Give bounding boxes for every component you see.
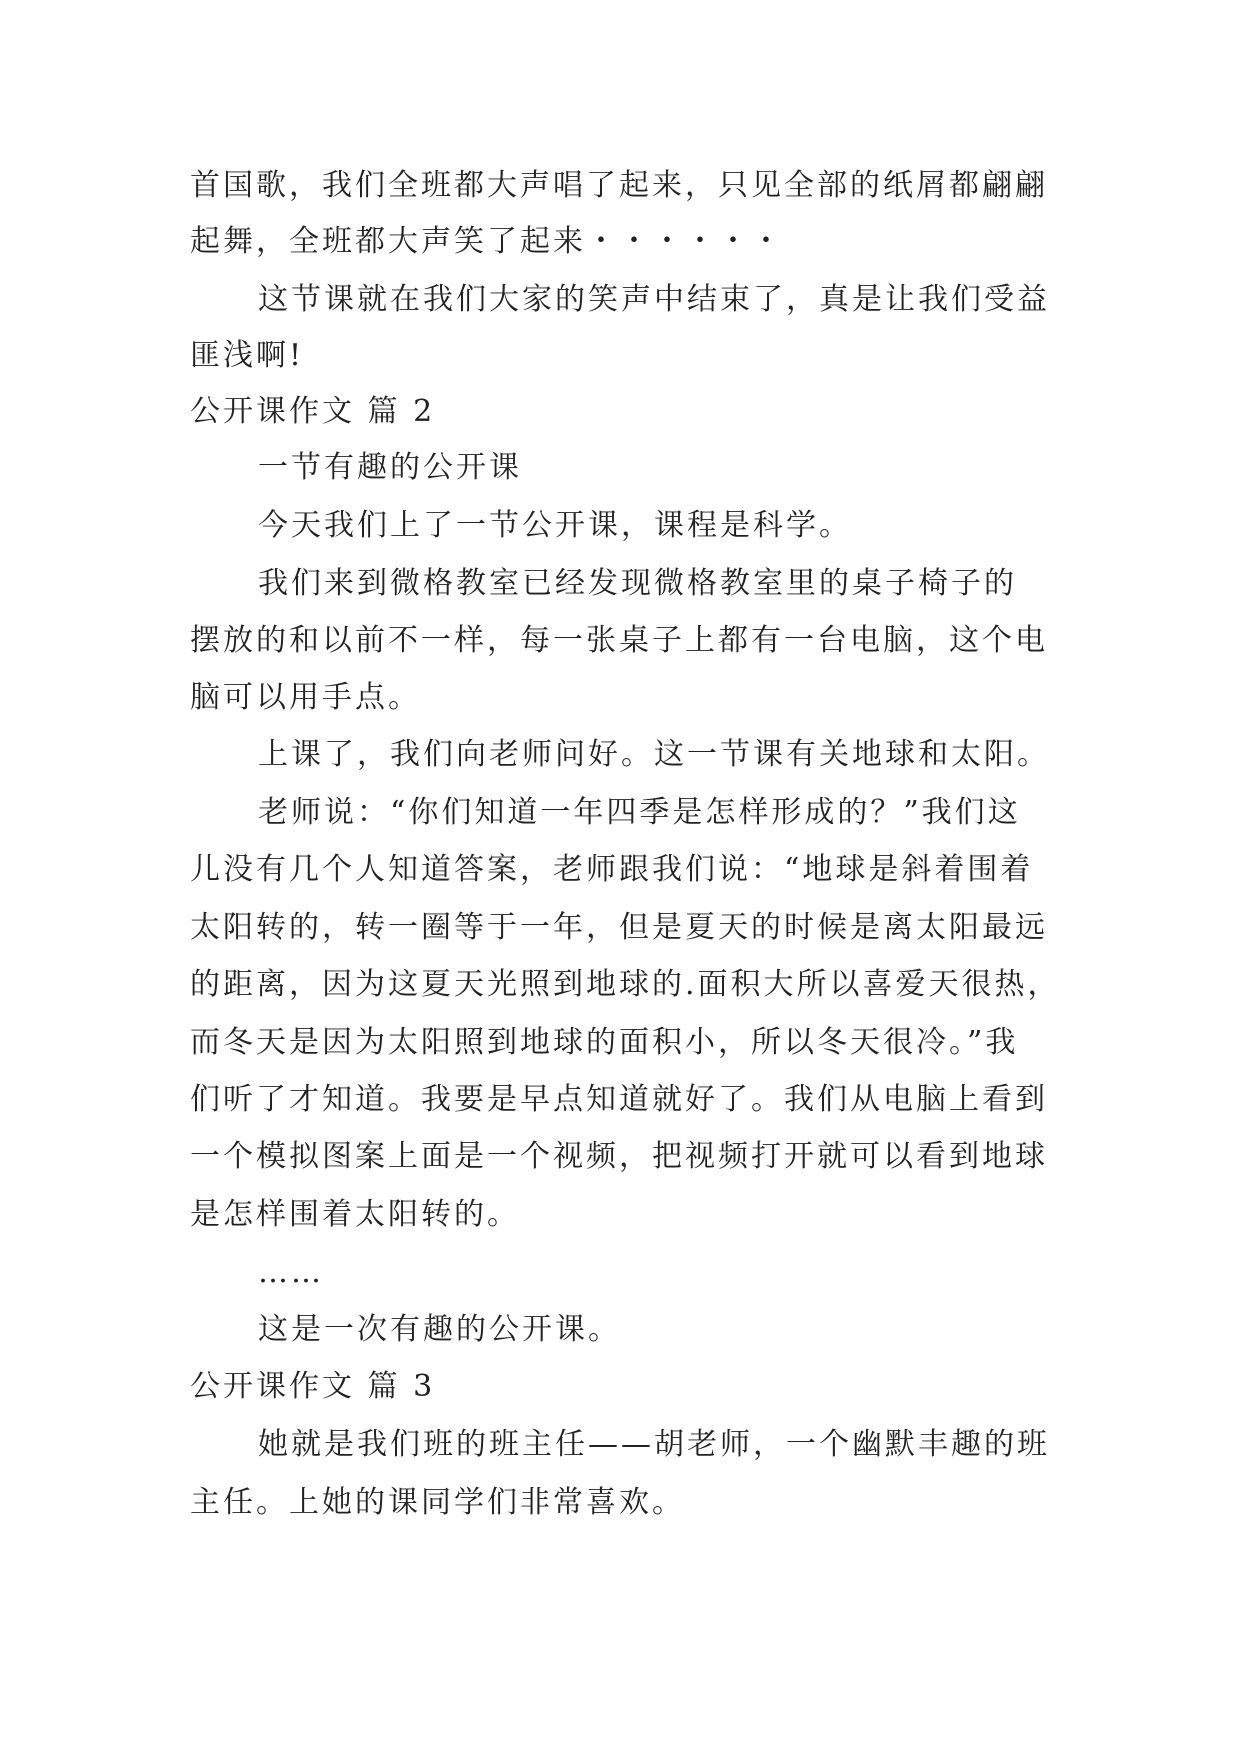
text-line: 是怎样围着太阳转的。 — [190, 1197, 520, 1232]
section-heading: 公开课作文 篇 2 — [190, 394, 436, 429]
ellipsis-line: …… — [258, 1255, 324, 1290]
text-line: 一个模拟图案上面是一个视频，把视频打开就可以看到地球 — [190, 1139, 1048, 1174]
text-line: 主任。上她的课同学们非常喜欢。 — [190, 1485, 685, 1520]
text-line: 摆放的和以前不一样，每一张桌子上都有一台电脑，这个电 — [190, 623, 1048, 658]
paragraph-line: 我们来到微格教室已经发现微格教室里的桌子椅子的 — [258, 566, 1017, 601]
paragraph-line: 老师说：“你们知道一年四季是怎样形成的？”我们这 — [258, 795, 1021, 830]
text-line: 起舞，全班都大声笑了起来・・・・・・ — [190, 224, 784, 259]
text-line: 匪浅啊! — [190, 338, 305, 373]
text-line: 的距离，因为这夏天光照到地球的.面积大所以喜爱天很热， — [190, 967, 1061, 1002]
paragraph-line: 她就是我们班的班主任——胡老师，一个幽默丰趣的班 — [258, 1427, 1050, 1462]
section-heading: 公开课作文 篇 3 — [190, 1369, 436, 1404]
text-line: 脑可以用手点。 — [190, 680, 421, 715]
paragraph-line: 这节课就在我们大家的笑声中结束了，真是让我们受益 — [258, 282, 1050, 317]
text-line: 们听了才知道。我要是早点知道就好了。我们从电脑上看到 — [190, 1082, 1048, 1117]
essay-title: 一节有趣的公开课 — [258, 450, 522, 485]
text-line: 首国歌，我们全班都大声唱了起来，只见全部的纸屑都翩翩 — [190, 168, 1048, 203]
text-line: 儿没有几个人知道答案，老师跟我们说：“地球是斜着围着 — [190, 852, 1034, 887]
paragraph-line: 上课了，我们向老师问好。这一节课有关地球和太阳。 — [258, 737, 1050, 772]
paragraph-line: 今天我们上了一节公开课，课程是科学。 — [258, 508, 852, 543]
text-line: 太阳转的，转一圈等于一年，但是夏天的时候是离太阳最远 — [190, 910, 1048, 945]
text-line: 而冬天是因为太阳照到地球的面积小，所以冬天很冷。”我 — [190, 1025, 1019, 1060]
paragraph-line: 这是一次有趣的公开课。 — [258, 1312, 621, 1347]
